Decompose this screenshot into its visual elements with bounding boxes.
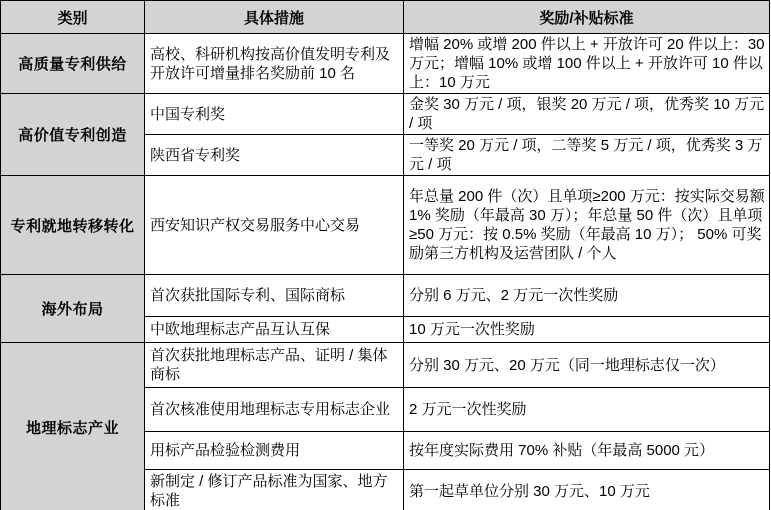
measure-cell: 中欧地理标志产品互认互保 bbox=[145, 317, 404, 343]
standard-cell: 按年度实际费用 70% 补贴（年最高 5000 元） bbox=[404, 432, 770, 470]
standard-cell: 分别 30 万元、20 万元（同一地理标志仅一次） bbox=[404, 343, 770, 388]
standard-cell: 增幅 20% 或增 200 件以上 + 开放许可 20 件以上：30 万元；增幅 10% 或增 100 件以上 + 开放许可 10 件以上：10 万元 bbox=[404, 34, 770, 94]
standard-cell: 10 万元一次性奖励 bbox=[404, 317, 770, 343]
table-row bbox=[1, 275, 770, 317]
measure-cell: 高校、科研机构按高价值发明专利及开放许可增量排名奖励前 10 名 bbox=[145, 34, 404, 94]
measure-cell: 首次获批国际专利、国际商标 bbox=[145, 275, 404, 317]
category-cell-geographical-indication: 地理标志产业 bbox=[1, 343, 145, 510]
measure-cell: 用标产品检验检测费用 bbox=[145, 432, 404, 470]
standard-cell: 金奖 30 万元 / 项，银奖 20 万元 / 项，优秀奖 10 万元 / 项 bbox=[404, 94, 770, 135]
category-cell-local-transfer: 专利就地转移转化 bbox=[1, 176, 145, 275]
header-measure: 具体措施 bbox=[145, 1, 404, 34]
table-row bbox=[1, 34, 770, 94]
table-row bbox=[1, 176, 770, 275]
table-row bbox=[1, 94, 770, 135]
category-cell-high-value-patent-creation: 高价值专利创造 bbox=[1, 94, 145, 176]
measure-cell: 中国专利奖 bbox=[145, 94, 404, 135]
header-standard: 奖励/补贴标准 bbox=[404, 1, 770, 34]
standard-cell: 年总量 200 件（次）且单项≥200 万元：按实际交易额 1% 奖励（年最高 30 万）；年总量 50 件（次）且单项≥50 万元：按 0.5% 奖励（年最高 10 万）； 50% 可奖励第三方机构及运营团队 / 个人 bbox=[404, 176, 770, 275]
measure-cell: 陕西省专利奖 bbox=[145, 135, 404, 176]
category-cell-high-quality-patent-supply: 高质量专利供给 bbox=[1, 34, 145, 94]
measure-cell: 首次获批地理标志产品、证明 / 集体商标 bbox=[145, 343, 404, 388]
measure-cell: 首次核准使用地理标志专用标志企业 bbox=[145, 388, 404, 432]
header-row bbox=[1, 1, 770, 34]
category-cell-overseas-layout: 海外布局 bbox=[1, 275, 145, 343]
standard-cell: 2 万元一次性奖励 bbox=[404, 388, 770, 432]
standard-cell: 第一起草单位分别 30 万元、10 万元 bbox=[404, 470, 770, 510]
measure-cell: 西安知识产权交易服务中心交易 bbox=[145, 176, 404, 275]
measure-cell: 新制定 / 修订产品标准为国家、地方标准 bbox=[145, 470, 404, 510]
table-row bbox=[1, 343, 770, 388]
header-category: 类别 bbox=[1, 1, 145, 34]
standard-cell: 分别 6 万元、2 万元一次性奖励 bbox=[404, 275, 770, 317]
standard-cell: 一等奖 20 万元 / 项，二等奖 5 万元 / 项，优秀奖 3 万元 / 项 bbox=[404, 135, 770, 176]
